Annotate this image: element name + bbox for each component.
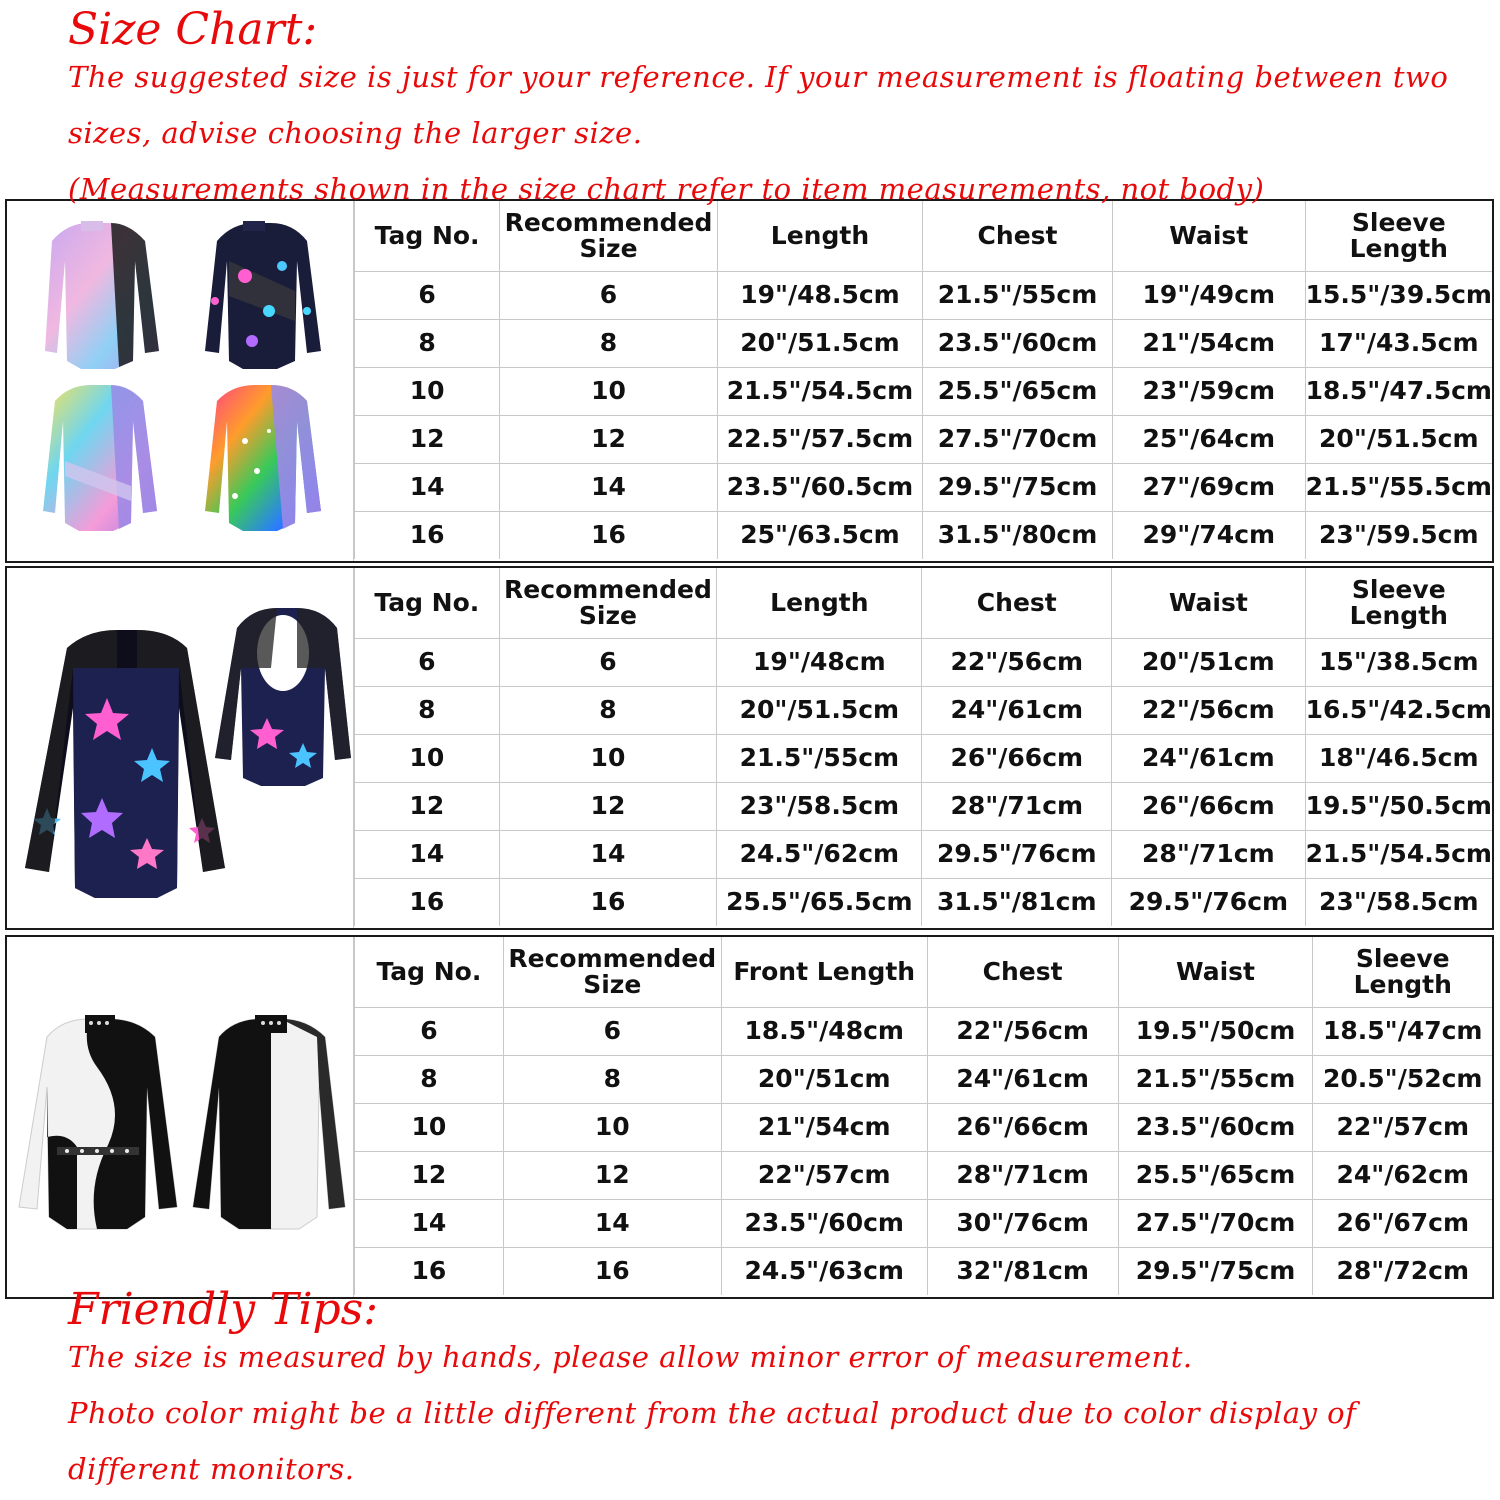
header-length: Length: [717, 568, 922, 639]
table-row: [355, 368, 1493, 416]
header-sleeve-length: Sleeve Length: [1305, 201, 1492, 272]
table-cell: 18.5"/47.5cm: [1305, 368, 1492, 416]
table-row: [355, 1152, 1493, 1200]
table-cell: 23.5"/60cm: [721, 1200, 927, 1248]
table-cell: 20"/51cm: [721, 1056, 927, 1104]
tips-line-1: The size is measured by hands, please allow minor error of measurement.: [68, 1340, 1193, 1374]
table-cell: 14: [355, 1200, 504, 1248]
header-recommended-size: Recommended Size: [503, 937, 721, 1008]
table-cell: 16: [355, 512, 500, 560]
table-cell: 19"/48.5cm: [717, 272, 922, 320]
table-cell: 26"/66cm: [927, 1104, 1118, 1152]
table-cell: 16.5"/42.5cm: [1305, 687, 1492, 735]
product-images-3: [7, 937, 354, 1297]
size-chart-title: Size Chart:: [68, 4, 318, 55]
table-cell: 21"/54cm: [1112, 320, 1305, 368]
size-note-line-3: (Measurements shown in the size chart refer to item measurements, not body): [68, 172, 1265, 206]
table-cell: 24"/61cm: [1112, 735, 1305, 783]
table-cell: 12: [355, 783, 500, 831]
table-row: [355, 1056, 1493, 1104]
table-cell: 28"/71cm: [927, 1152, 1118, 1200]
header-length: Length: [717, 201, 922, 272]
leotard-black-white-front-icon: [19, 1015, 177, 1229]
header-tag-no: Tag No.: [355, 568, 500, 639]
table-cell: 28"/71cm: [922, 783, 1112, 831]
header-recommended-size: Recommended Size: [499, 568, 717, 639]
table-cell: 10: [355, 735, 500, 783]
table-cell: 22.5"/57.5cm: [717, 416, 922, 464]
table-cell: 21.5"/54.5cm: [717, 368, 922, 416]
table-cell: 27.5"/70cm: [923, 416, 1113, 464]
table-cell: 21.5"/55cm: [717, 735, 922, 783]
table-cell: 14: [355, 464, 500, 512]
table-cell: 19.5"/50cm: [1118, 1008, 1313, 1056]
table-cell: 28"/71cm: [1112, 831, 1305, 879]
table-header-row: [355, 937, 1493, 1008]
tips-line-2: Photo color might be a little different from the actual product due to color display of: [68, 1396, 1357, 1430]
table-cell: 29.5"/75cm: [923, 464, 1113, 512]
table-cell: 8: [355, 1056, 504, 1104]
table-row: [355, 1248, 1493, 1296]
table-cell: 25"/64cm: [1112, 416, 1305, 464]
table-row: [355, 272, 1493, 320]
header-tag-no: Tag No.: [355, 937, 504, 1008]
table-header-row: [355, 201, 1493, 272]
leotard-star-mesh-back-icon: [215, 608, 351, 786]
table-cell: 22"/56cm: [1112, 687, 1305, 735]
table-cell: 15"/38.5cm: [1305, 639, 1492, 687]
table-row: [355, 879, 1493, 927]
table-cell: 32"/81cm: [927, 1248, 1118, 1296]
table-row: [355, 687, 1493, 735]
table-cell: 15.5"/39.5cm: [1305, 272, 1492, 320]
table-cell: 12: [500, 416, 718, 464]
table-cell: 25.5"/65cm: [1118, 1152, 1313, 1200]
table-cell: 31.5"/80cm: [923, 512, 1113, 560]
table-cell: 24"/62cm: [1313, 1152, 1492, 1200]
table-cell: 6: [355, 1008, 504, 1056]
table-cell: 23"/59.5cm: [1305, 512, 1492, 560]
table-cell: 26"/66cm: [1112, 783, 1305, 831]
table-cell: 14: [355, 831, 500, 879]
table-row: [355, 1200, 1493, 1248]
table-row: [355, 735, 1493, 783]
table-cell: 8: [355, 687, 500, 735]
table-cell: 21.5"/55cm: [1118, 1056, 1313, 1104]
header-tag-no: Tag No.: [355, 201, 500, 272]
table-cell: 24.5"/63cm: [721, 1248, 927, 1296]
size-note-line-2: sizes, advise choosing the larger size.: [68, 116, 643, 150]
leotard-galaxy-star-icon: [205, 385, 321, 531]
table-cell: 23"/58.5cm: [1305, 879, 1492, 927]
table-row: [355, 1104, 1493, 1152]
table-cell: 18.5"/48cm: [721, 1008, 927, 1056]
table-cell: 20"/51cm: [1112, 639, 1305, 687]
table-cell: 21.5"/55.5cm: [1305, 464, 1492, 512]
table-cell: 24"/61cm: [927, 1056, 1118, 1104]
table-cell: 22"/57cm: [1313, 1104, 1492, 1152]
table-cell: 10: [499, 735, 717, 783]
header-sleeve-length: Sleeve Length: [1305, 568, 1492, 639]
table-cell: 10: [500, 368, 718, 416]
table-cell: 23.5"/60cm: [1118, 1104, 1313, 1152]
table-cell: 14: [500, 464, 718, 512]
table-cell: 12: [355, 1152, 504, 1200]
table-cell: 6: [355, 639, 500, 687]
tips-line-3: different monitors.: [68, 1452, 355, 1486]
table-row: [355, 320, 1493, 368]
table-cell: 8: [355, 320, 500, 368]
leotard-star-mesh-front-icon: [25, 630, 225, 898]
table-cell: 24.5"/62cm: [717, 831, 922, 879]
size-chart-block-3: [5, 935, 1494, 1299]
table-cell: 27.5"/70cm: [1118, 1200, 1313, 1248]
table-cell: 29.5"/75cm: [1118, 1248, 1313, 1296]
table-cell: 26"/67cm: [1313, 1200, 1492, 1248]
table-cell: 24"/61cm: [922, 687, 1112, 735]
table-cell: 19.5"/50.5cm: [1305, 783, 1492, 831]
table-cell: 25"/63.5cm: [717, 512, 922, 560]
table-cell: 6: [355, 272, 500, 320]
table-cell: 21.5"/55cm: [923, 272, 1113, 320]
table-cell: 8: [503, 1056, 721, 1104]
table-cell: 16: [499, 879, 717, 927]
header-recommended-size: Recommended Size: [500, 201, 718, 272]
table-cell: 19"/49cm: [1112, 272, 1305, 320]
table-cell: 14: [499, 831, 717, 879]
friendly-tips-title: Friendly Tips:: [68, 1284, 379, 1335]
header-waist: Waist: [1118, 937, 1313, 1008]
table-cell: 6: [499, 639, 717, 687]
table-cell: 22"/56cm: [922, 639, 1112, 687]
table-cell: 20.5"/52cm: [1313, 1056, 1492, 1104]
table-cell: 10: [503, 1104, 721, 1152]
table-cell: 23"/58.5cm: [717, 783, 922, 831]
table-cell: 16: [355, 879, 500, 927]
table-cell: 29.5"/76cm: [1112, 879, 1305, 927]
table-cell: 20"/51.5cm: [1305, 416, 1492, 464]
table-cell: 18"/46.5cm: [1305, 735, 1492, 783]
size-table-3: [354, 937, 1492, 1295]
table-header-row: [355, 568, 1493, 639]
table-cell: 27"/69cm: [1112, 464, 1305, 512]
table-cell: 16: [500, 512, 718, 560]
leotard-marble-print-icon: [45, 221, 159, 369]
table-cell: 25.5"/65.5cm: [717, 879, 922, 927]
table-cell: 21.5"/54.5cm: [1305, 831, 1492, 879]
table-cell: 18.5"/47cm: [1313, 1008, 1492, 1056]
leotard-star-print-icon: [205, 221, 321, 369]
table-cell: 23.5"/60.5cm: [717, 464, 922, 512]
table-row: [355, 512, 1493, 560]
table-cell: 31.5"/81cm: [922, 879, 1112, 927]
table-cell: 10: [355, 368, 500, 416]
table-cell: 8: [499, 687, 717, 735]
table-cell: 10: [355, 1104, 504, 1152]
header-chest: Chest: [927, 937, 1118, 1008]
table-cell: 21"/54cm: [721, 1104, 927, 1152]
header-waist: Waist: [1112, 568, 1305, 639]
header-sleeve-length: Sleeve Length: [1313, 937, 1492, 1008]
size-chart-block-2: [5, 566, 1494, 930]
table-row: [355, 1008, 1493, 1056]
table-row: [355, 416, 1493, 464]
table-cell: 30"/76cm: [927, 1200, 1118, 1248]
table-cell: 14: [503, 1200, 721, 1248]
header-chest: Chest: [922, 568, 1112, 639]
table-cell: 20"/51.5cm: [717, 320, 922, 368]
table-cell: 22"/56cm: [927, 1008, 1118, 1056]
table-cell: 29.5"/76cm: [922, 831, 1112, 879]
leotard-rainbow-star-icon: [43, 385, 157, 531]
size-chart-block-1: [5, 199, 1494, 563]
header-waist: Waist: [1112, 201, 1305, 272]
size-note-line-1: The suggested size is just for your reference. If your measurement is floating between two: [68, 60, 1449, 94]
table-cell: 25.5"/65cm: [923, 368, 1113, 416]
header-chest: Chest: [923, 201, 1113, 272]
table-cell: 20"/51.5cm: [717, 687, 922, 735]
table-cell: 12: [499, 783, 717, 831]
table-cell: 12: [503, 1152, 721, 1200]
size-table-1: [354, 201, 1492, 559]
table-cell: 12: [355, 416, 500, 464]
table-row: [355, 464, 1493, 512]
table-cell: 29"/74cm: [1112, 512, 1305, 560]
table-cell: 26"/66cm: [922, 735, 1112, 783]
table-cell: 16: [355, 1248, 504, 1296]
product-images-2: [7, 568, 354, 928]
table-cell: 6: [500, 272, 718, 320]
table-row: [355, 639, 1493, 687]
table-cell: 28"/72cm: [1313, 1248, 1492, 1296]
table-cell: 16: [503, 1248, 721, 1296]
header-front-length: Front Length: [721, 937, 927, 1008]
leotard-black-white-back-icon: [193, 1015, 345, 1229]
table-cell: 23"/59cm: [1112, 368, 1305, 416]
table-cell: 6: [503, 1008, 721, 1056]
table-cell: 19"/48cm: [717, 639, 922, 687]
table-row: [355, 831, 1493, 879]
table-cell: 8: [500, 320, 718, 368]
size-table-2: [354, 568, 1492, 926]
table-cell: 17"/43.5cm: [1305, 320, 1492, 368]
table-row: [355, 783, 1493, 831]
product-images-1: [7, 201, 354, 561]
table-cell: 23.5"/60cm: [923, 320, 1113, 368]
table-cell: 22"/57cm: [721, 1152, 927, 1200]
